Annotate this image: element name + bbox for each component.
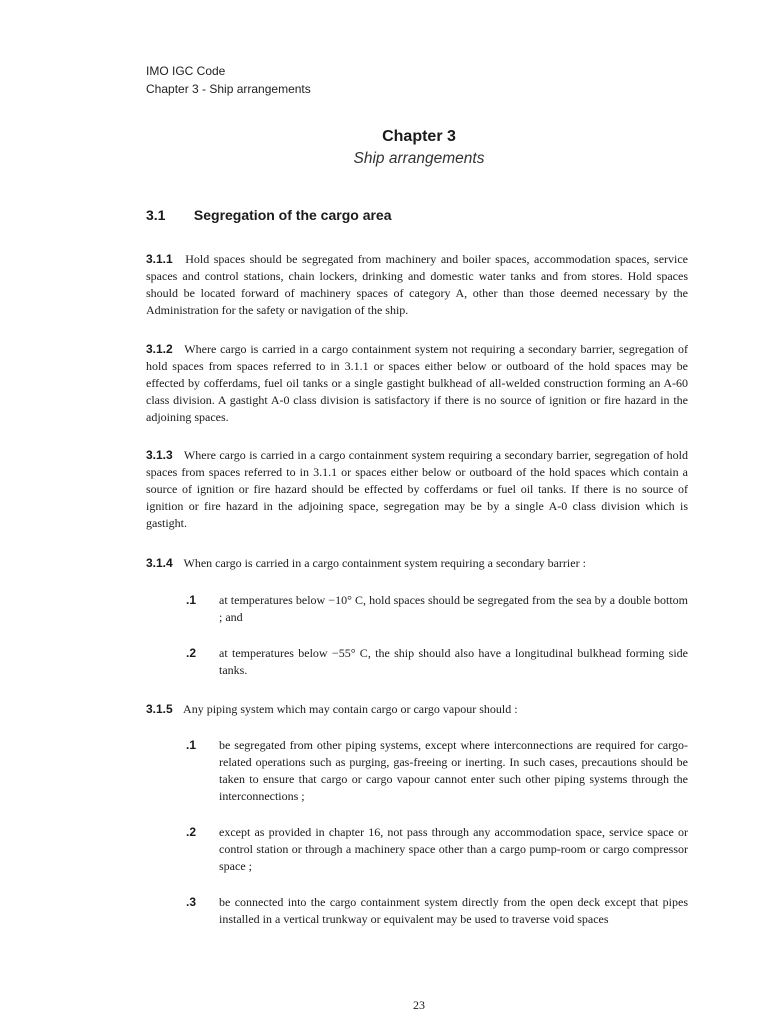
list-item xyxy=(186,737,688,805)
section-title: Segregation of the cargo area xyxy=(193,207,392,223)
paragraph-3-1-1 xyxy=(146,251,688,319)
paragraph-number: 3.1.3 xyxy=(146,448,173,462)
paragraph-number: 3.1.4 xyxy=(146,556,173,570)
list-item-text: at temperatures below −55° C, the ship should also have a longitudinal bulkhead forming side tanks. xyxy=(219,646,688,677)
paragraph-3-1-5 xyxy=(146,701,688,718)
chapter-subtitle: Ship arrangements xyxy=(353,150,485,167)
paragraph-3-1-2 xyxy=(146,341,688,426)
list-item-number: .2 xyxy=(186,646,197,660)
section-number: 3.1 xyxy=(146,207,166,223)
paragraph-text: When cargo is carried in a cargo containment system requiring a secondary barrier : xyxy=(183,556,586,570)
header-chapter-title: Chapter 3 - Ship arrangements xyxy=(146,82,311,96)
list-item-number: .3 xyxy=(186,895,197,909)
paragraph-number: 3.1.5 xyxy=(146,702,173,716)
list-item-text: except as provided in chapter 16, not pass through any accommodation space, service space or control station or through a machinery space other than a cargo pump-room or cargo compressor space ; xyxy=(219,825,688,873)
paragraph-text: Hold spaces should be segregated from machinery and boiler spaces, accommodation spaces, service spaces and control stations, chain lockers, drinking and domestic water tanks and from stores. Hold spaces should be located forward of machinery spaces of category A, other than those deemed necessary by the Administration for the safety or navigation of the ship. xyxy=(146,252,689,317)
list-item-text: at temperatures below −10° C, hold spaces should be segregated from the sea by a double bottom ; and xyxy=(219,593,688,624)
page-number: 23 xyxy=(413,998,425,1012)
section-heading xyxy=(146,207,392,223)
header-code-title: IMO IGC Code xyxy=(146,64,226,78)
paragraph-text: Where cargo is carried in a cargo containment system not requiring a secondary barrier, segregation of hold spaces from spaces referred to in 3.1.1 or spaces either below or outboard of the hold spaces may be effected by cofferdams, fuel oil tanks or a single gastight bulkhead of all-welded construction forming an A-60 class division. A gastight A-0 class division is satisfactory if there is no source of ignition or fire hazard in the adjoining spaces. xyxy=(146,342,688,424)
chapter-heading xyxy=(0,126,768,170)
list-item xyxy=(186,824,688,875)
list-item-number: .1 xyxy=(186,593,197,607)
paragraph-text: Any piping system which may contain cargo or cargo vapour should : xyxy=(183,702,518,716)
list-item-number: .1 xyxy=(186,738,197,752)
chapter-title: Chapter 3 xyxy=(382,128,456,145)
list-item-number: .2 xyxy=(186,825,197,839)
paragraph-3-1-4 xyxy=(146,555,688,572)
list-item-text: be segregated from other piping systems, except where interconnections are required for cargo-related operations such as purging, gas-freeing or inerting. In such cases, precautions should be taken to ensure that cargo or cargo vapour cannot enter such other piping systems through the interconnections ; xyxy=(219,738,688,803)
paragraph-number: 3.1.2 xyxy=(146,342,173,356)
list-item xyxy=(186,894,688,928)
paragraph-text: Where cargo is carried in a cargo containment system requiring a secondary barrier, segregation of hold spaces from spaces referred to in 3.1.1 or spaces either below or outboard of the hold spaces which contain a source of ignition or fire hazard should be effected by cofferdams or fuel oil tanks. If there is no source of ignition or fire hazard in the adjoining space, segregation may be by a single A-0 class division which is gastight. xyxy=(146,448,688,530)
list-item-text: be connected into the cargo containment system directly from the open deck except that pipes installed in a vertical trunkway or equivalent may be used to traverse void spaces xyxy=(219,895,688,926)
list-item xyxy=(186,592,688,626)
paragraph-3-1-3 xyxy=(146,447,688,532)
list-item xyxy=(186,645,688,679)
paragraph-number: 3.1.1 xyxy=(146,252,173,266)
running-header xyxy=(146,62,311,98)
